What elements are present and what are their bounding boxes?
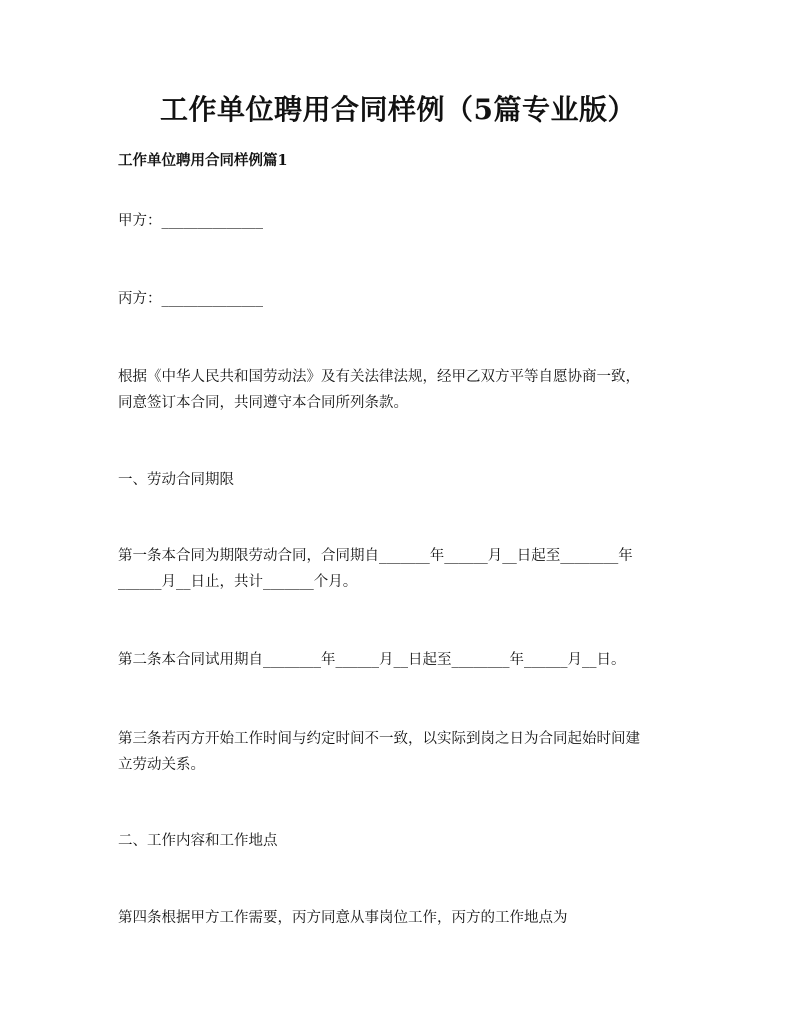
party-c-line: 丙方：______________ [118, 291, 263, 307]
article-1 [118, 543, 686, 595]
intro-paragraph [118, 364, 686, 416]
intro-line-1: 根据《中华人民共和国劳动法》及有关法律法规，经甲乙双方平等自愿协商一致， [118, 369, 640, 385]
section-heading-work: 二、工作内容和工作地点 [118, 833, 278, 849]
article-4: 第四条根据甲方工作需要，丙方同意从事岗位工作，丙方的工作地点为 [118, 910, 568, 926]
section-heading-term: 一、劳动合同期限 [118, 472, 234, 488]
article-2: 第二条本合同试用期自________年______月__日起至________年______月__日。 [118, 652, 626, 668]
article-1-line-1: 第一条本合同为期限劳动合同，合同期自_______年______月__日起至________年 [118, 548, 633, 564]
document-subtitle: 工作单位聘用合同样例篇1 [118, 152, 288, 169]
party-a-line: 甲方：______________ [118, 213, 263, 229]
article-3-line-2: 立劳动关系。 [118, 757, 205, 773]
article-3-line-1: 第三条若丙方开始工作时间与约定时间不一致，以实际到岗之日为合同起始时间建 [118, 731, 640, 747]
document-title: 工作单位聘用合同样例（5篇专业版） [160, 93, 636, 126]
article-1-line-2: ______月__日止，共计_______个月。 [118, 574, 358, 590]
article-3 [118, 726, 686, 778]
intro-line-2: 同意签订本合同，共同遵守本合同所列条款。 [118, 395, 408, 411]
